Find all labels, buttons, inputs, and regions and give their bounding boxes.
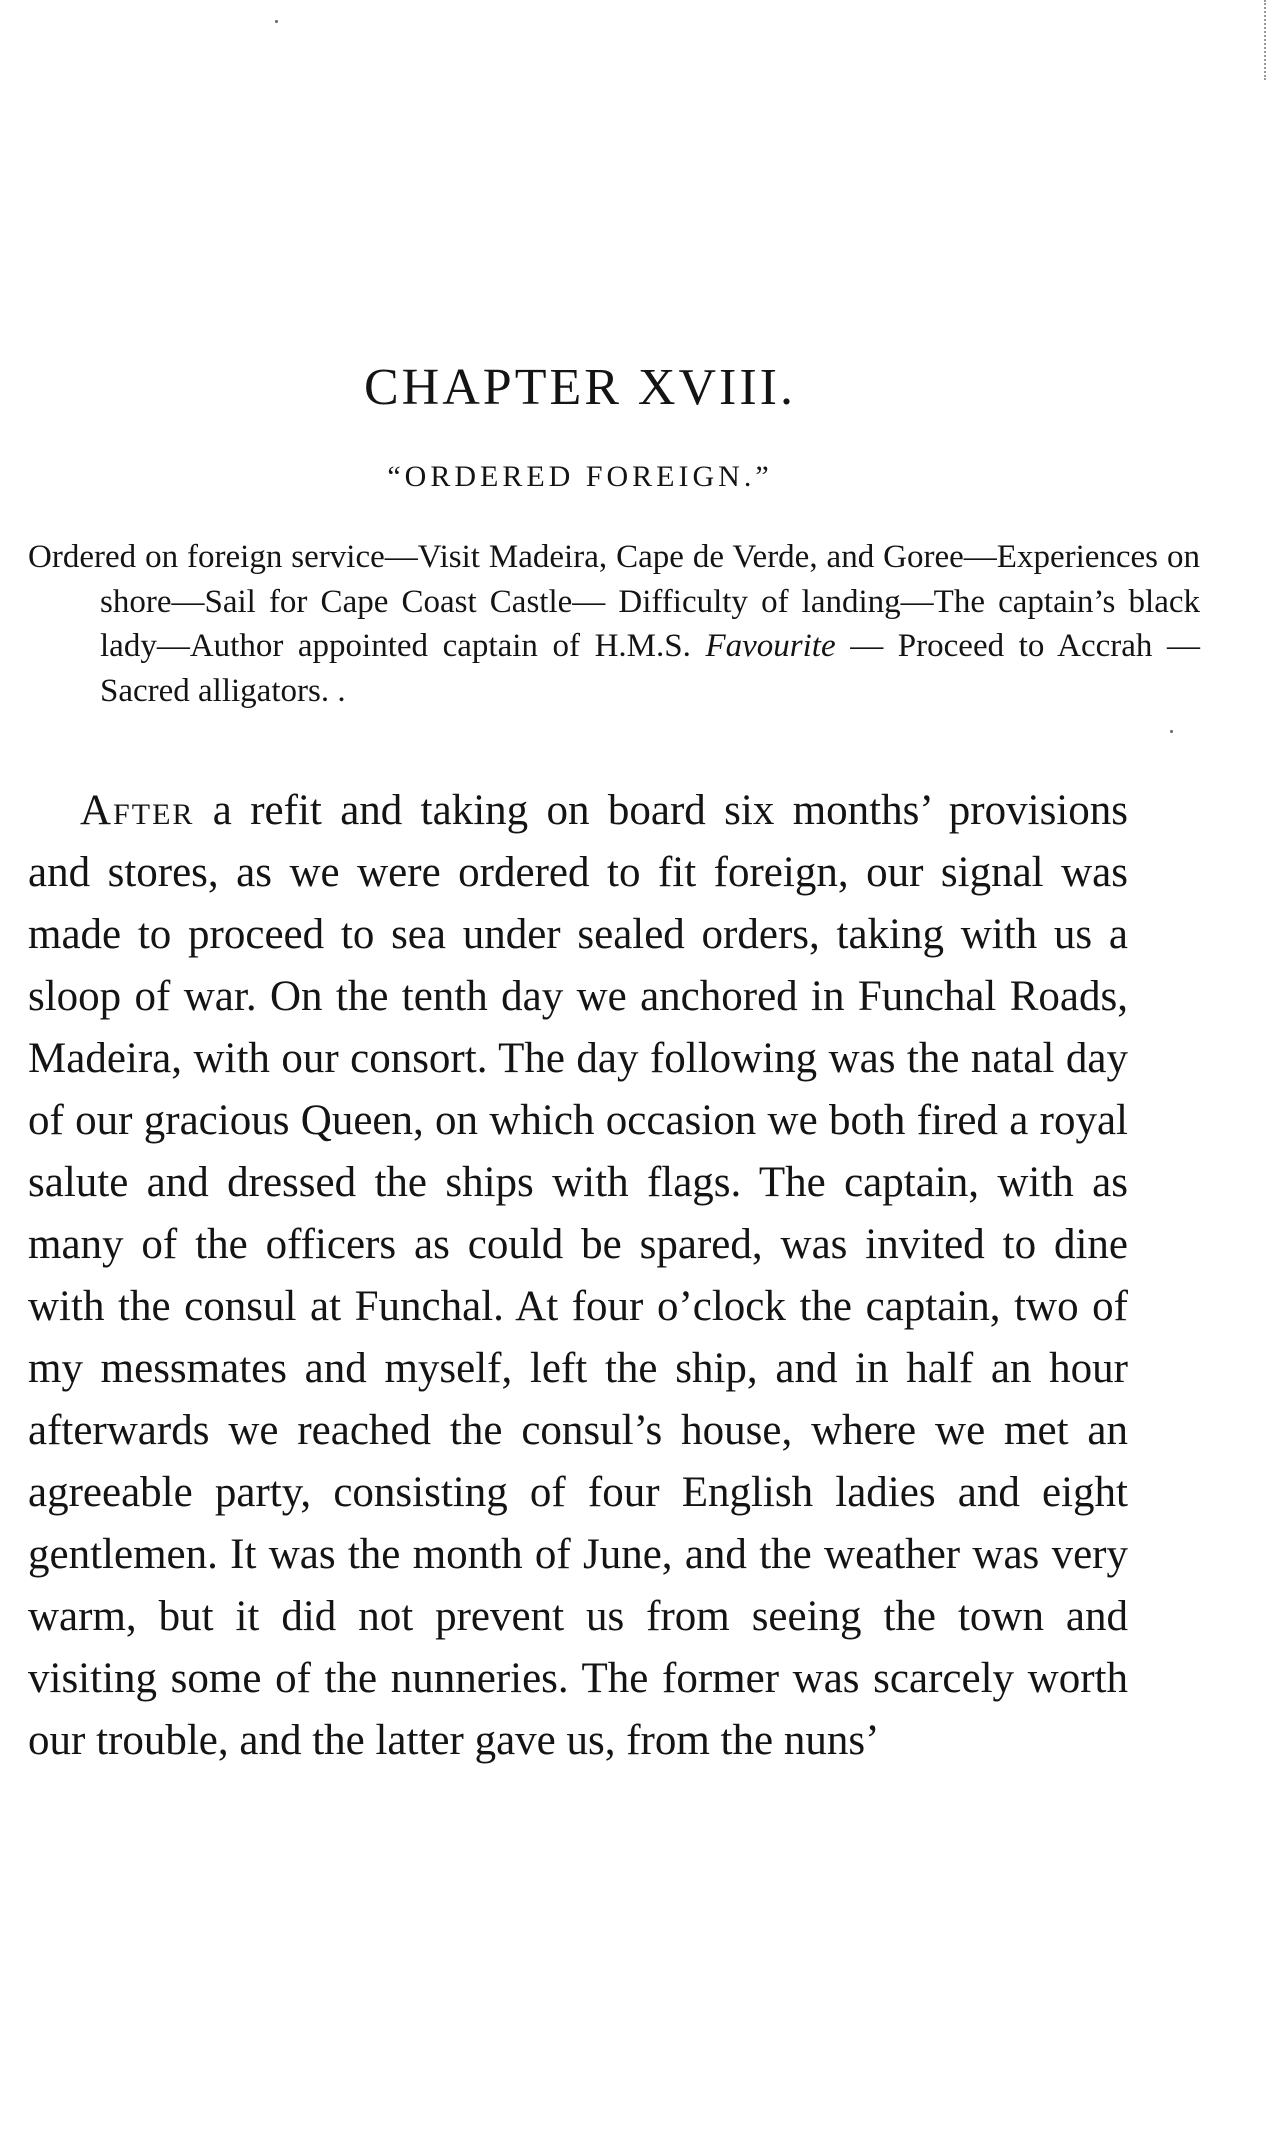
page-edge-mark (1258, 0, 1266, 80)
chapter-title: CHAPTER XVIII. (364, 359, 796, 416)
summary-text-end: — Proceed to Accrah — Sacred alligators. . (100, 628, 1200, 709)
ship-name: Favourite (705, 628, 836, 664)
body-paragraph (28, 780, 1128, 1772)
page-speck (1170, 730, 1173, 733)
paragraph-lead-word: After (80, 787, 195, 834)
paragraph-text: a refit and taking on board six months’ provisions and stores, as we were ordered to fit foreign, our signal was made to proceed to sea under sealed orders, taking with us a sloop of war. On the tenth day we anchored in Funchal Roads, Madeira, with our consort. The day following was the natal day of our gracious Queen, on which occasion we both fired a royal salute and dressed the ships with flags. The captain, with as many of the officers as could be spared, was invited to dine with the consul at Funchal. At four o’clock the captain, two of my messmates and myself, left the ship, and in half an hour afterwards we reached the consul’s house, where we met an agreeable party, consisting of four English ladies and eight gentlemen. It was the month of June, and the weather was very warm, but it did not prevent us from seeing the town and visiting some of the nunneries. The former was scarcely worth our trouble, and the latter gave us, from the nuns’ (28, 787, 1128, 1764)
page-speck (275, 20, 278, 23)
chapter-subtitle: “ORDERED FOREIGN.” (387, 460, 773, 493)
chapter-summary (28, 535, 1200, 713)
summary-text-start: Ordered on foreign service—Visit Madeira, Cape de Verde, and Goree—Experiences on shore—Sail for Cape Coast Castle— Difficulty of landing—The captain’s black lady—Author appointed captain of H.M.S. (28, 539, 1200, 664)
